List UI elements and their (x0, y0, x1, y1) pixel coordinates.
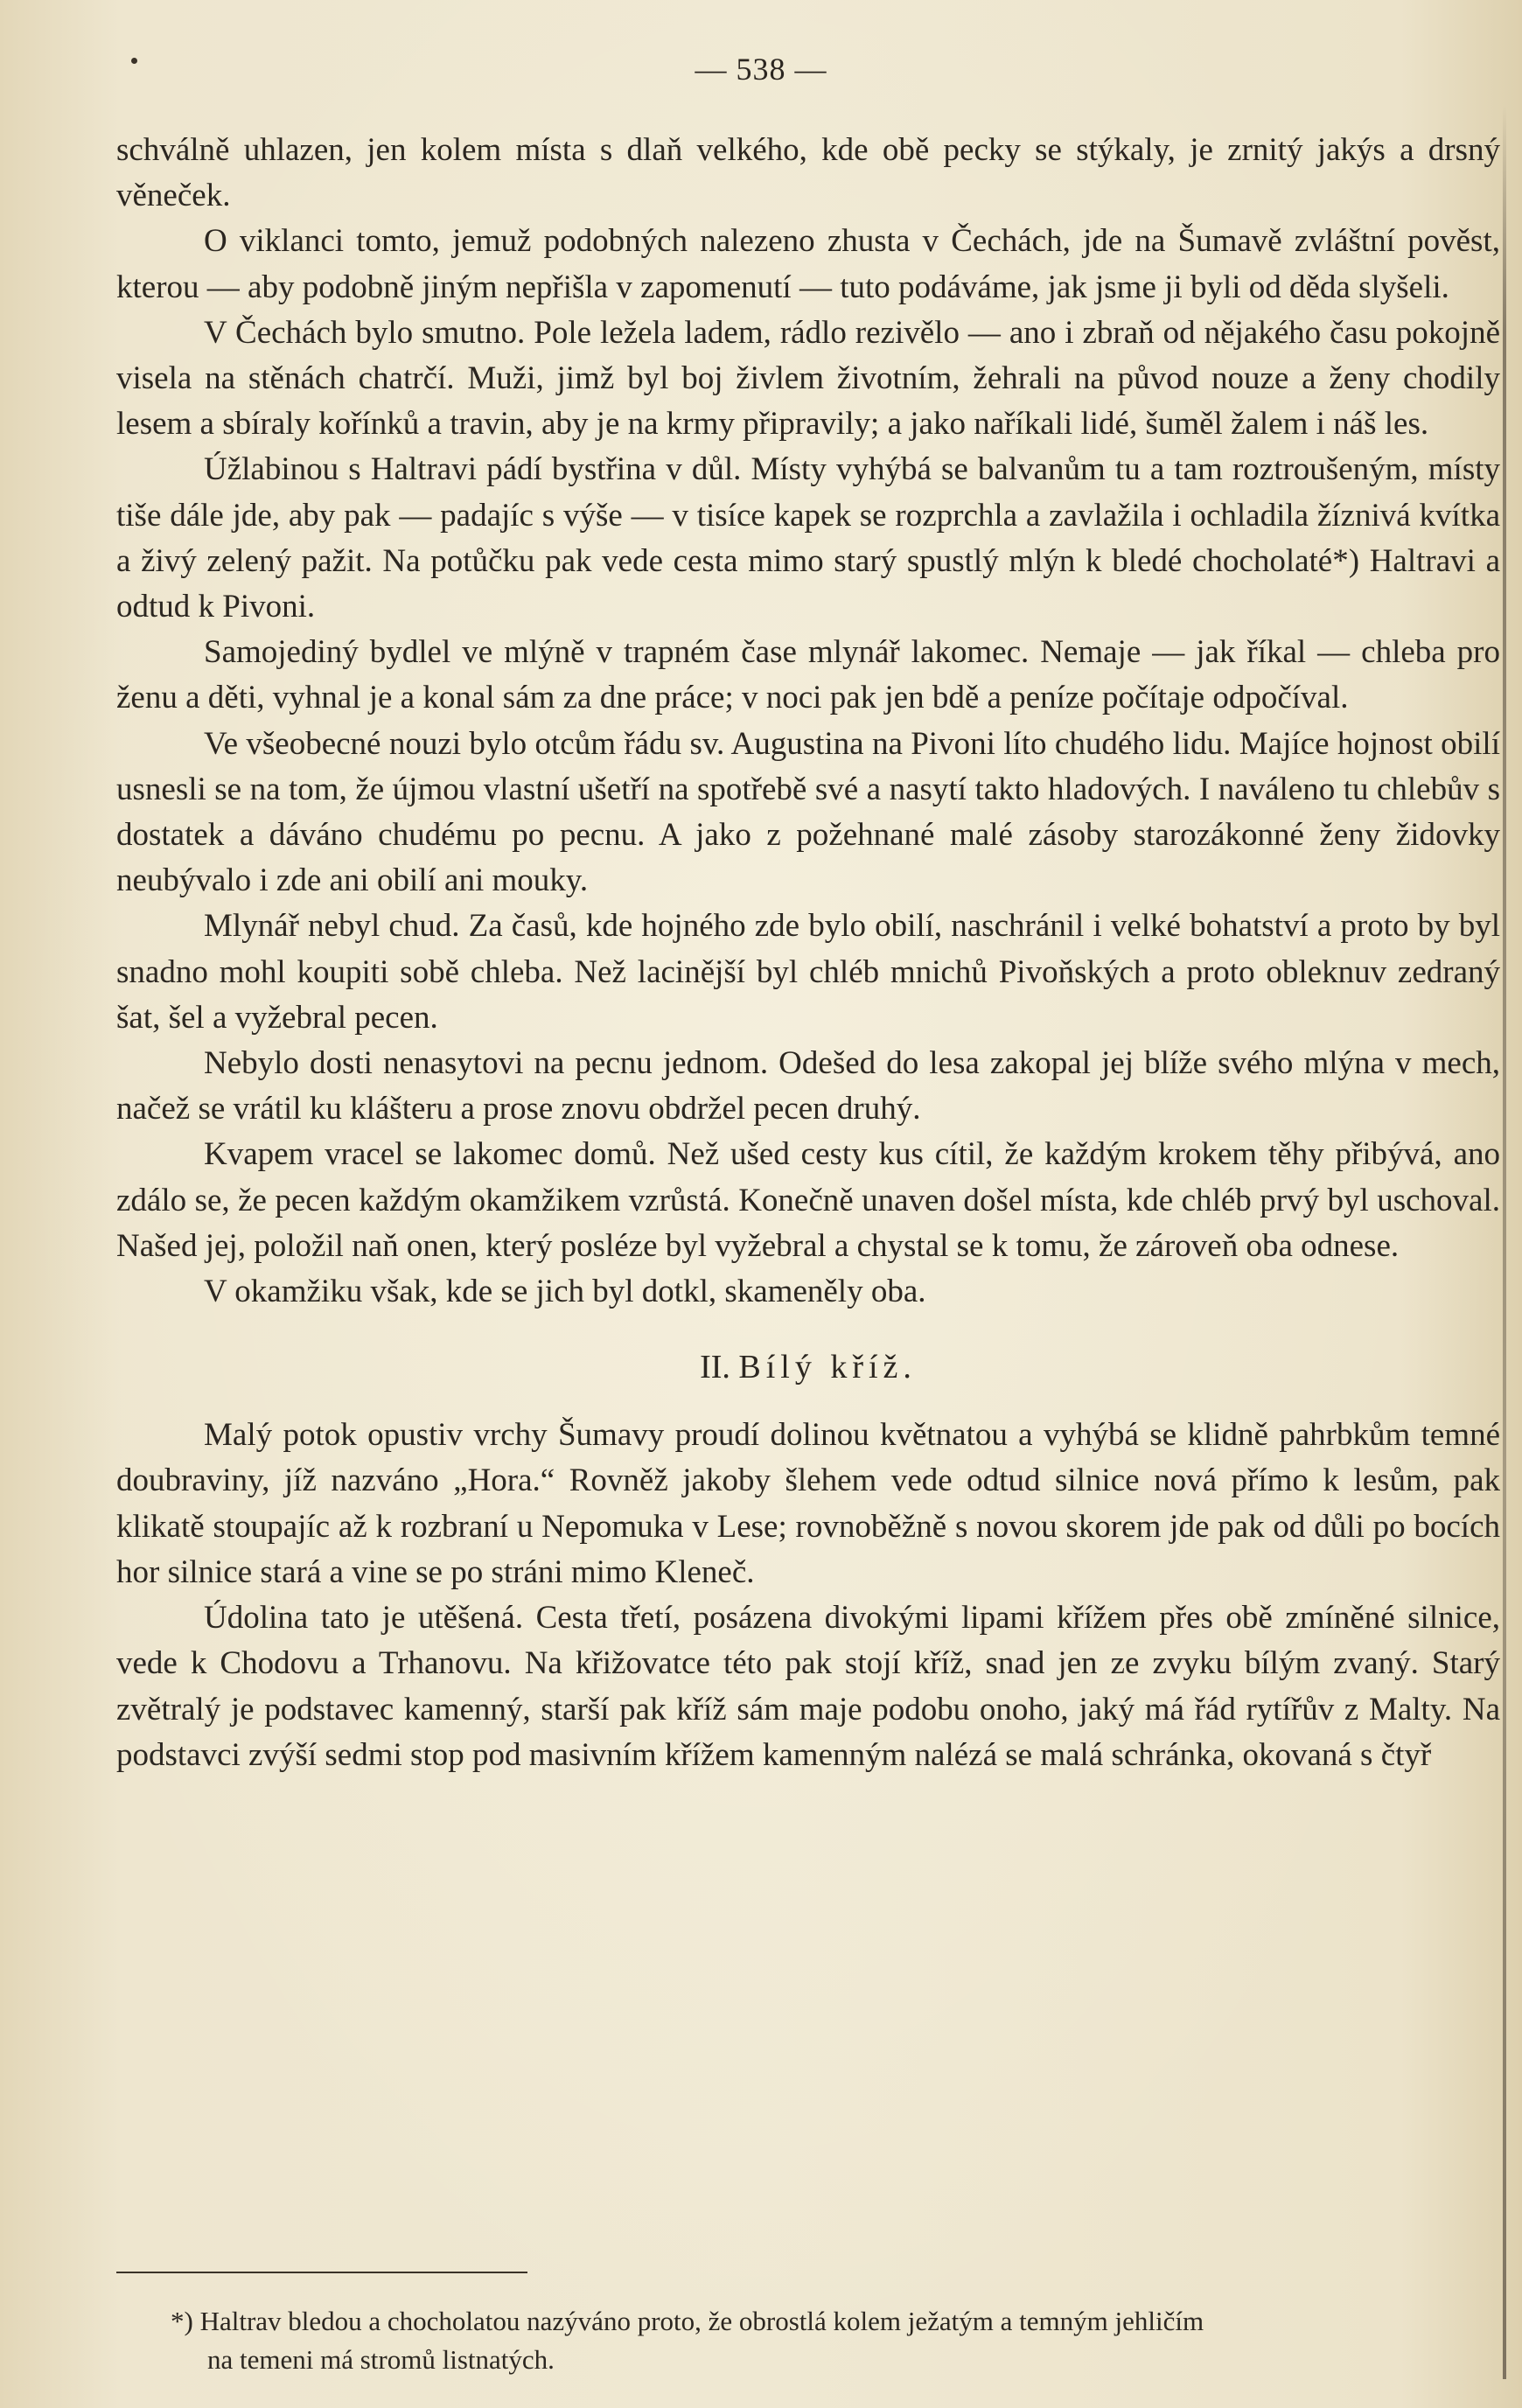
paragraph: O viklanci tomto, jemuž podobných nalezeno zhusta v Čechách, jde na Šumavě zvláštní pověst, kterou — aby podobně jiným nepřišla v zapomenutí — tuto podáváme, jak jsme ji byli od děda slyšeli. (116, 223, 1500, 305)
paragraph: Samojediný bydlel ve mlýně v trapném čase mlynář lakomec. Nemaje — jak říkal — chleba pro ženu a děti, vyhnal je a konal sám za dne práce; v noci pak jen bdě a peníze počítaje odpočíval. (116, 634, 1500, 716)
footnote-line: na temeni má stromů listnatých. (207, 2344, 555, 2375)
paragraph: Ve všeobecné nouzi bylo otcům řádu sv. Augustina na Pivoni líto chudého lidu. Majíce hojnost obilí usnesli se na tom, že újmou vlastní ušetří na spotřebě své a nasytí takto hladových. I naváleno tu chlebův s dostatek a dáváno chudému po pecnu. A jako z požehnané malé zásoby starozákonné ženy židovky neubývalo i zde ani obilí ani mouky. (116, 725, 1500, 899)
footnote-line: *) Haltrav bledou a chocholatou nazýváno proto, že obrostlá kolem ježatým a temným jehličím (171, 2306, 1204, 2336)
page-number: — 538 — (695, 52, 827, 87)
section-title: Bílý kříž. (738, 1349, 917, 1386)
paragraph: schválně uhlazen, jen kolem místa s dlaň velkého, kde obě pecky se stýkaly, je zrnitý jakýs a drsný věneček. (116, 132, 1500, 214)
paragraph: V Čechách bylo smutno. Pole ležela ladem, rádlo rezivělo — ano i zbraň od nějakého času pokojně visela na stěnách chatrčí. Muži, jimž byl boj živlem životním, žehrali na původ nouze a ženy chodily lesem a sbíraly kořínků a travin, aby je na krmy připravily; a jako naříkali lidé, šuměl žalem i náš les. (116, 314, 1500, 443)
paragraph: Malý potok opustiv vrchy Šumavy proudí dolinou květnatou a vyhýbá se klidně pahrbkům temné doubraviny, jíž nazváno „Hora.“ Rovněž jakoby šlehem vede odtud silnice nová přímo k lesům, pak klikatě stoupajíc až k rozbraní u Nepomuka v Lese; rovnoběžně s novou skorem jde pak od důli po bocích hor silnice stará a vine se po stráni mimo Kleneč. (116, 1417, 1500, 1590)
footnote (171, 2302, 1491, 2379)
paragraph: Mlynář nebyl chud. Za časů, kde hojného zde bylo obilí, naschránil i velké bohatství a proto by byl snadno mohl koupiti sobě chleba. Než lacinější byl chléb mnichů Pivoňských a proto obleknuv zedraný šat, šel a vyžebral pecen. (116, 908, 1500, 1036)
paragraph: V okamžiku však, kde se jich byl dotkl, skameněly oba. (204, 1274, 926, 1310)
page-edge-shadow (1503, 105, 1506, 2379)
section-numeral: II. (700, 1349, 730, 1386)
body-text (116, 128, 1500, 1778)
paragraph: Nebylo dosti nenasytovi na pecnu jednom. Odešed do lesa zakopal jej blíže svého mlýna v mech, načež se vrátil ku klášteru a prose znovu obdržel pecen druhý. (116, 1045, 1500, 1127)
paragraph: Údolina tato je utěšená. Cesta třetí, posázena divokými lipami křížem přes obě zmíněné silnice, vede k Chodovu a Trhanovu. Na křižovatce této pak stojí kříž, snad jen ze zvyku bílým zvaný. Starý zvětralý je podstavec kamenný, starší pak kříž sám maje podobu onoho, jaký má řád rytířův z Malty. Na podstavci zvýší sedmi stop pod masivním křížem kamenným nalézá se malá schránka, okovaná s čtyř (116, 1600, 1500, 1773)
footnote-divider (116, 2272, 527, 2273)
section-heading (116, 1344, 1500, 1390)
paragraph: Kvapem vracel se lakomec domů. Než ušed cesty kus cítil, že každým krokem těhy přibývá, ano zdálo se, že pecen každým okamžikem vzrůstá. Konečně unaven došel místa, kde chléb prvý byl uschoval. Našed jej, položil naň onen, který posléze byl vyžebral a chystal se k tomu, že zároveň oba odnese. (116, 1136, 1500, 1264)
paragraph: Úžlabinou s Haltravi pádí bystřina v důl. Místy vyhýbá se balvanům tu a tam roztroušeným, místy tiše dále jde, aby pak — padajíc s výše — v tisíce kapek se rozprchla a zavlažila i ochladila žíznivá kvítka a živý zelený pažit. Na potůčku pak vede cesta mimo starý spustlý mlýn k bledé chocholaté*) Haltravi a odtud k Pivoni. (116, 451, 1500, 625)
